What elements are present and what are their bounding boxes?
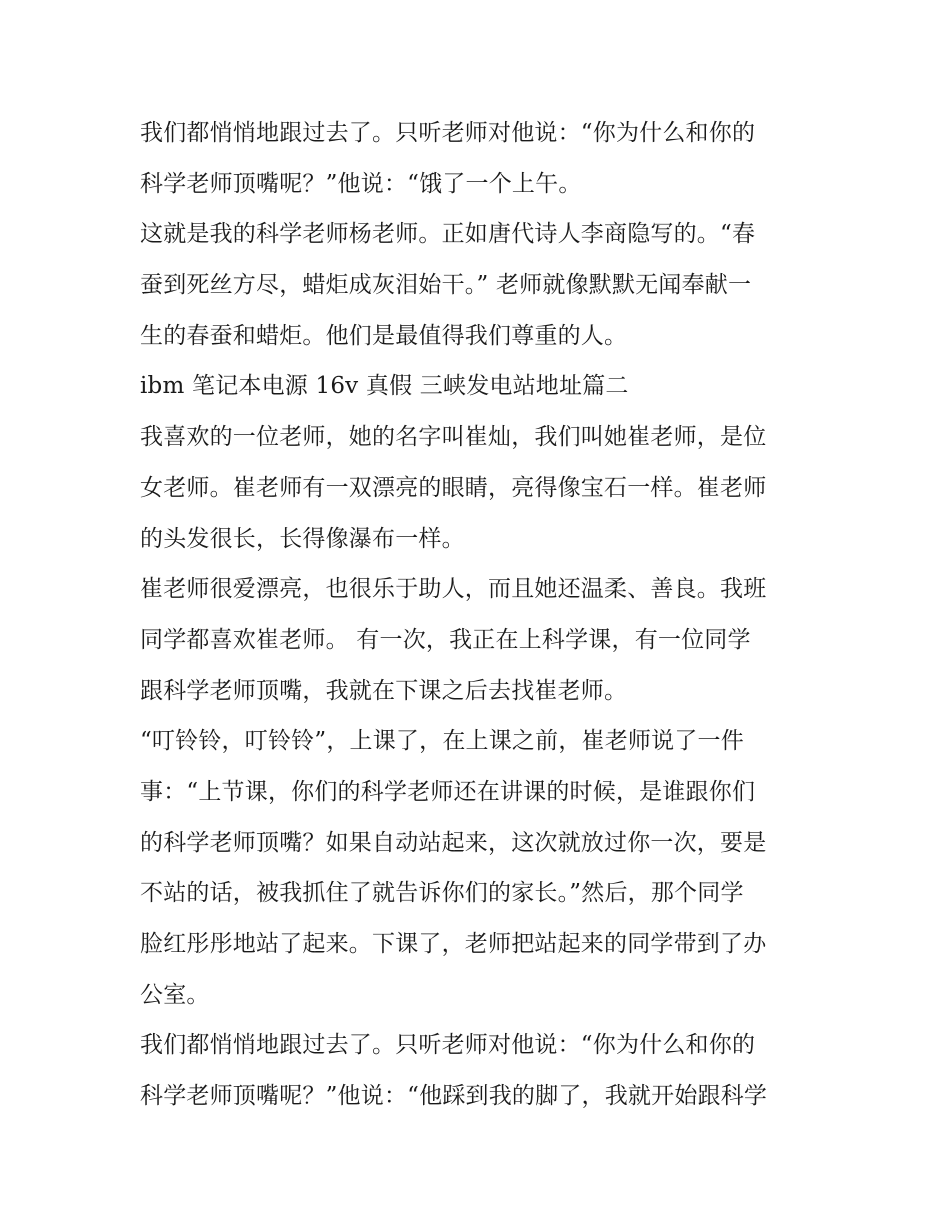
- text-line: 我们都悄悄地跟过去了。只听老师对他说：“你为什么和你的: [140, 1032, 756, 1059]
- text-line: 的头发很长，长得像瀑布一样。: [140, 525, 465, 552]
- text-line: “叮铃铃，叮铃铃”，上课了，在上课之前，崔老师说了一件: [140, 728, 744, 755]
- text-line: 我们都悄悄地跟过去了。只听老师对他说：“你为什么和你的: [140, 120, 756, 146]
- text-line: 这就是我的科学老师杨老师。正如唐代诗人李商隐写的。“春: [140, 221, 756, 248]
- text-line: 蚕到死丝方尽，蜡炬成灰泪始干。” 老师就像默默无闻奉献一: [140, 272, 752, 299]
- text-line: 脸红彤彤地站了起来。下课了，老师把站起来的同学带到了办: [140, 931, 767, 957]
- text-line: 崔老师很爱漂亮，也很乐于助人，而且她还温柔、善良。我班: [140, 576, 767, 603]
- text-line: 同学都喜欢崔老师。 有一次，我正在上科学课，有一位同学: [140, 626, 751, 653]
- text-line: 我喜欢的一位老师，她的名字叫崔灿，我们叫她崔老师，是位: [140, 424, 767, 451]
- text-line: 的科学老师顶嘴？如果自动站起来，这次就放过你一次，要是: [140, 829, 767, 856]
- text-line: 科学老师顶嘴呢？”他说：“饿了一个上午。: [140, 170, 582, 197]
- text-line: 生的春蚕和蜡炬。他们是最值得我们尊重的人。: [140, 322, 628, 349]
- text-line: 不站的话，被我抓住了就告诉你们的家长。”然后，那个同学: [140, 880, 744, 907]
- document-body: [140, 108, 820, 1122]
- section-heading: ibm 笔记本电源 16v 真假 三峡发电站地址篇二: [140, 373, 629, 400]
- text-line: 事：“上节课，你们的科学老师还在讲课的时候，是谁跟你们: [140, 778, 756, 805]
- text-line: 公室。: [140, 981, 210, 1008]
- text-line: 科学老师顶嘴呢？”他说：“他踩到我的脚了，我就开始跟科学: [140, 1083, 768, 1110]
- text-line: 跟科学老师顶嘴，我就在下课之后去找崔老师。: [140, 677, 628, 704]
- text-line: 女老师。崔老师有一双漂亮的眼睛，亮得像宝石一样。崔老师: [140, 474, 767, 501]
